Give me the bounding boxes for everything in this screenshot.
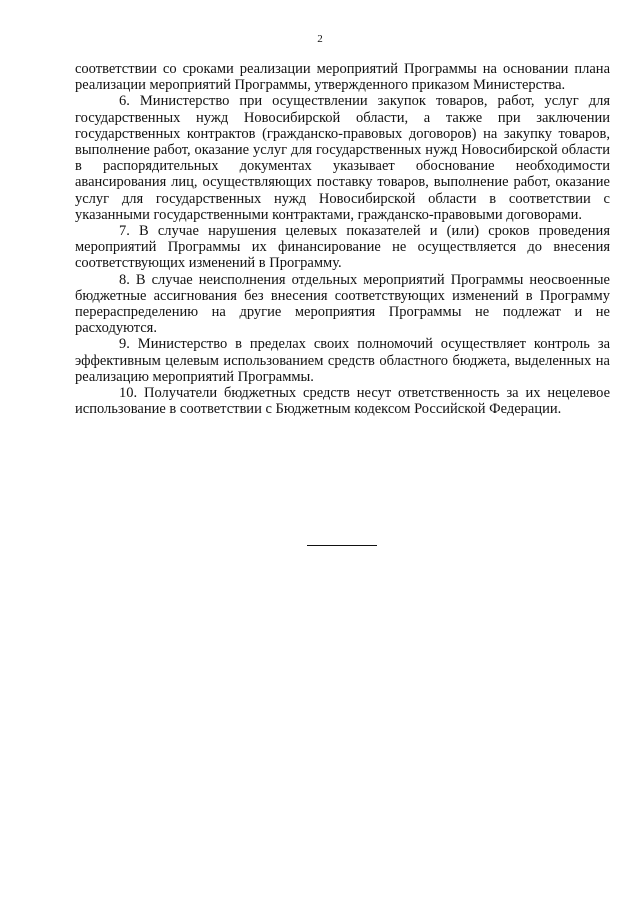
document-end-divider: [307, 545, 377, 546]
document-body: [75, 61, 610, 417]
paragraph-item-10: 10. Получатели бюджетных средств несут ответственность за их нецелевое использование в соответствии с Бюджетным кодексом Российской Федерации.: [75, 385, 610, 418]
page-number: 2: [317, 33, 323, 45]
paragraph-item-9: 9. Министерство в пределах своих полномочий осуществляет контроль за эффективным целевым использованием средств областного бюджета, выделенных на реализацию мероприятий Программы.: [75, 336, 610, 385]
paragraph-item-6: 6. Министерство при осуществлении закупок товаров, работ, услуг для государственных нужд Новосибирской области, а также при заключении государственных контрактов (гражданско-правовых договоров) на закупку товаров, выполнение работ, оказание услуг для государственных нужд Новосибирской области в распорядительных документах указывает обоснование необходимости авансирования лиц, осуществляющих поставку товаров, выполнение работ, оказание услуг для государственных нужд Новосибирской области в соответствии с указанными государственными контрактами, гражданско-правовыми договорами.: [75, 93, 610, 223]
paragraph-item-7: 7. В случае нарушения целевых показателей и (или) сроков проведения мероприятий Программы их финансирование не осуществляется до внесения соответствующих изменений в Программу.: [75, 223, 610, 272]
paragraph-item-8: 8. В случае неисполнения отдельных мероприятий Программы неосвоенные бюджетные ассигнования без внесения соответствующих изменений в Программу перераспределению на другие мероприятия Программы не подлежат и не расходуются.: [75, 271, 610, 337]
paragraph-continuation: соответствии со сроками реализации мероприятий Программы на основании плана реализации мероприятий Программы, утвержденного приказом Министерства.: [75, 61, 610, 94]
